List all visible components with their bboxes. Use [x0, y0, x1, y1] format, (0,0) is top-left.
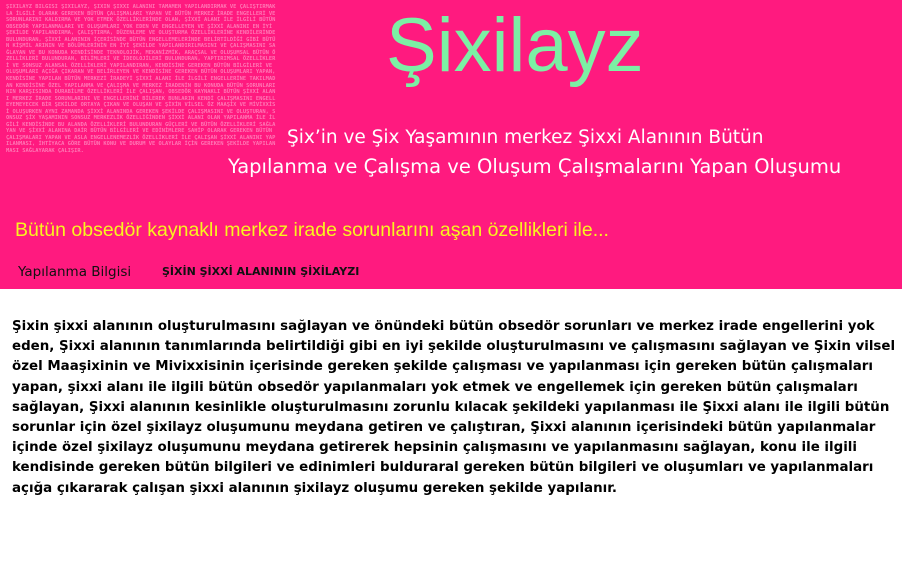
decorative-text-block: ŞİXİLAYZ BİLGİSİ ŞİXİLAYZ, ŞİXİN ŞİXXİ ALANINI TAMAMEN YAPILANDIRMAK VE ÇALIŞTIRMAKLA İLGİLİ OLARAK GEREKEN BÜTÜN ÇALIŞMALARI YAPAN VE BÜTÜN MERKEZ İRADE ENGELLERİ VE SORUNLARINI KALDIRMA VE YOK ETMEK ÖZELLİKLERİNDE OLAN, ŞİXXİ ALANI İLE İLGİLİ BÜTÜN OBSEDÖR YAPILANMALARI VE OLUŞUMLARI YOK EDEN VE ENGELLEYEN VE ŞİXXİ ALANINI EN İYİ ŞEKİLDE YAPILANDIRMA, ÇALIŞTIRMA, DÜZENLEME VE OLUŞTURMA ÖZELLİKLERİNE KENDİLERİNDE BULUNDURAN, ŞİXXİ ALANININ İÇERİSİNDE BÜTÜN ENGELLEMELERİNDE BELİRTİLDİĞİ GİBİ BÜTÜN KİŞMİL ARININ VE BÖLÜMLERİNİN EN İYİ ŞEKİLDE YAPILANDIRILMASINI VE ÇALIŞMASINI SAĞLAYAN VE BU KONUDA KENDİSİNDE TEKNOLOJİK, MEKANİZMİK, ARAÇSAL VE OLUŞUMSAL BÜTÜN ÖZELLİKLERİ BULUNDURAN, BİLİMLERİ VE İDEOLOJİLERİ BULUNDURAN, YAPTIRIMSAL ÖZELLİKLERİ VE SONSUZ ALANSAL ÖZELLİKLERİ YAPILANDIRAN, KENDİSİNE GEREKEN BÜTÜN BİLGİLERİ VE OLUŞUMLARI AÇIĞA ÇIKARAN VE BELİRLEYEN VE KENDİSİNE GEREKEN BÜTÜN OLUŞUMLARI YAPAN, KENDİSİNE YAPILAN BÜTÜN MERKEZİ İRADEYİ ŞİXXİ ALANI İLE İLGİLİ ENGELLERİNE TAKILMADAN KENDİSİNE ÖZEL YAPILANMA VE ÇALIŞMA VE MERKEZ İRADENİN BU KONUDA BÜTÜN SORUNLARININ KARŞISINDA DURABİLME ÖZELLİKLERİ İLE ÇALIŞAN, OBSEDÖR KAYNAKLI BÜTÜN ŞİXXİ ALANI MERKEZ İRADE SORUNLARINI VE ENGELLERİNİ BİLEREK BUNLARIN KENDİ ÇALIŞMASINI ENGELLEYEMEYECEK BİR ŞEKİLDE ORTAYA ÇIKAN VE OLUŞAN VE ŞİXİN VİLSEL ÖZ MAAŞİX VE MİVİXXİSİ OLUŞURKEN AYNI ZAMANDA ŞİXXİ ALANINDA GEREKEN ŞEKİLDE ÇALIŞMASINI VE OLUŞTURAN, SONSUZ ŞİX YAŞAMININ SONSUZ MERKEZLİK ÖZELLİĞİNDEN ŞİXXİ ALANI OLAN YAPILANMA İLE İLGİLİ KENDİSİNDE BU ALANDA ÖZELLİKLERİ BULUNDURAN GÜÇLERİ VE BÜTÜN ÖZELLİKLERİ SAĞLAYAN VE ŞİXXİ ALANINA DAİR BÜTÜN BİLGİLERİ VE EDİNİMLERE SAHİP OLARAK GEREKEN BÜTÜN ÇALIŞMALARI YAPAN VE ASLA ENGELLENEMEZLİK ÖZELLİKLERİ İLE ÇALIŞAN ŞİXXİ ALANINI YAPILANMASI, İHTİYACA GÖRE BÜTÜN KONU VE DURUM VE OLAYLAR İÇİN GEREKEN ŞEKİLDE YAPILANMASI SAĞLAYARAK ÇALIŞIR. — [6, 4, 276, 155]
tagline: Bütün obsedör kaynaklı merkez irade sorunlarını aşan özellikleri ile... — [15, 219, 609, 241]
site-title: Şixilayz — [386, 3, 644, 88]
header-banner — [0, 0, 902, 289]
subtitle-line-1: Şix’in ve Şix Yaşamının merkez Şixxi Alanının Bütün — [287, 127, 764, 148]
nav-link-sixxi-alani[interactable]: ŞİXİN ŞİXXİ ALANININ ŞİXİLAYZI — [162, 265, 360, 278]
body-paragraph: Şixin şixxi alanının oluşturulmasını sağlayan ve önündeki bütün obsedör sorunları ve merkez irade engellerini yok eden, Şixxi alanının tanımlarında belirtildiği gibi en iyi şekilde oluşturulmasını ve çalışmasını sağlayan ve Şixin vilsel özel Maaşixinin ve Mivixxisinin içerisinde gereken şekilde çalışması ve yapılanması için gereken bütün çalışmaları yapan, şixxi alanı ile ilgili bütün obsedör yapılanmaları yok etmek ve engellemek için gereken bütün çalışmaları sağlayan, Şixxi alanının kesinlikle oluşturulmasını zorunlu kılacak şekildeki yapılanması ile Şixxi alanı ile ilgili bütün sorunlar için özel şixilayz oluşumunu meydana getiren ve çalıştıran, Şixxi alanının içerisindeki bütün yapılanmalar içinde özel şixilayz oluşumunu meydana getirerek hepsinin çalışmasını ve yapılanmasını sağlayan, konu ile ilgili kendisinde gereken bütün bilgileri ve edinimleri bulduraral gereken bütün bilgileri ve oluşumları ve yapılanmaları açığa çıkararak çalışan şixxi alanının şixilayz oluşumu gereken şekilde yapılanır. — [12, 319, 896, 496]
subtitle-line-2: Yapılanma ve Çalışma ve Oluşum Çalışmalarını Yapan Oluşumu — [228, 155, 842, 178]
nav-label: Yapılanma Bilgisi — [18, 264, 132, 280]
